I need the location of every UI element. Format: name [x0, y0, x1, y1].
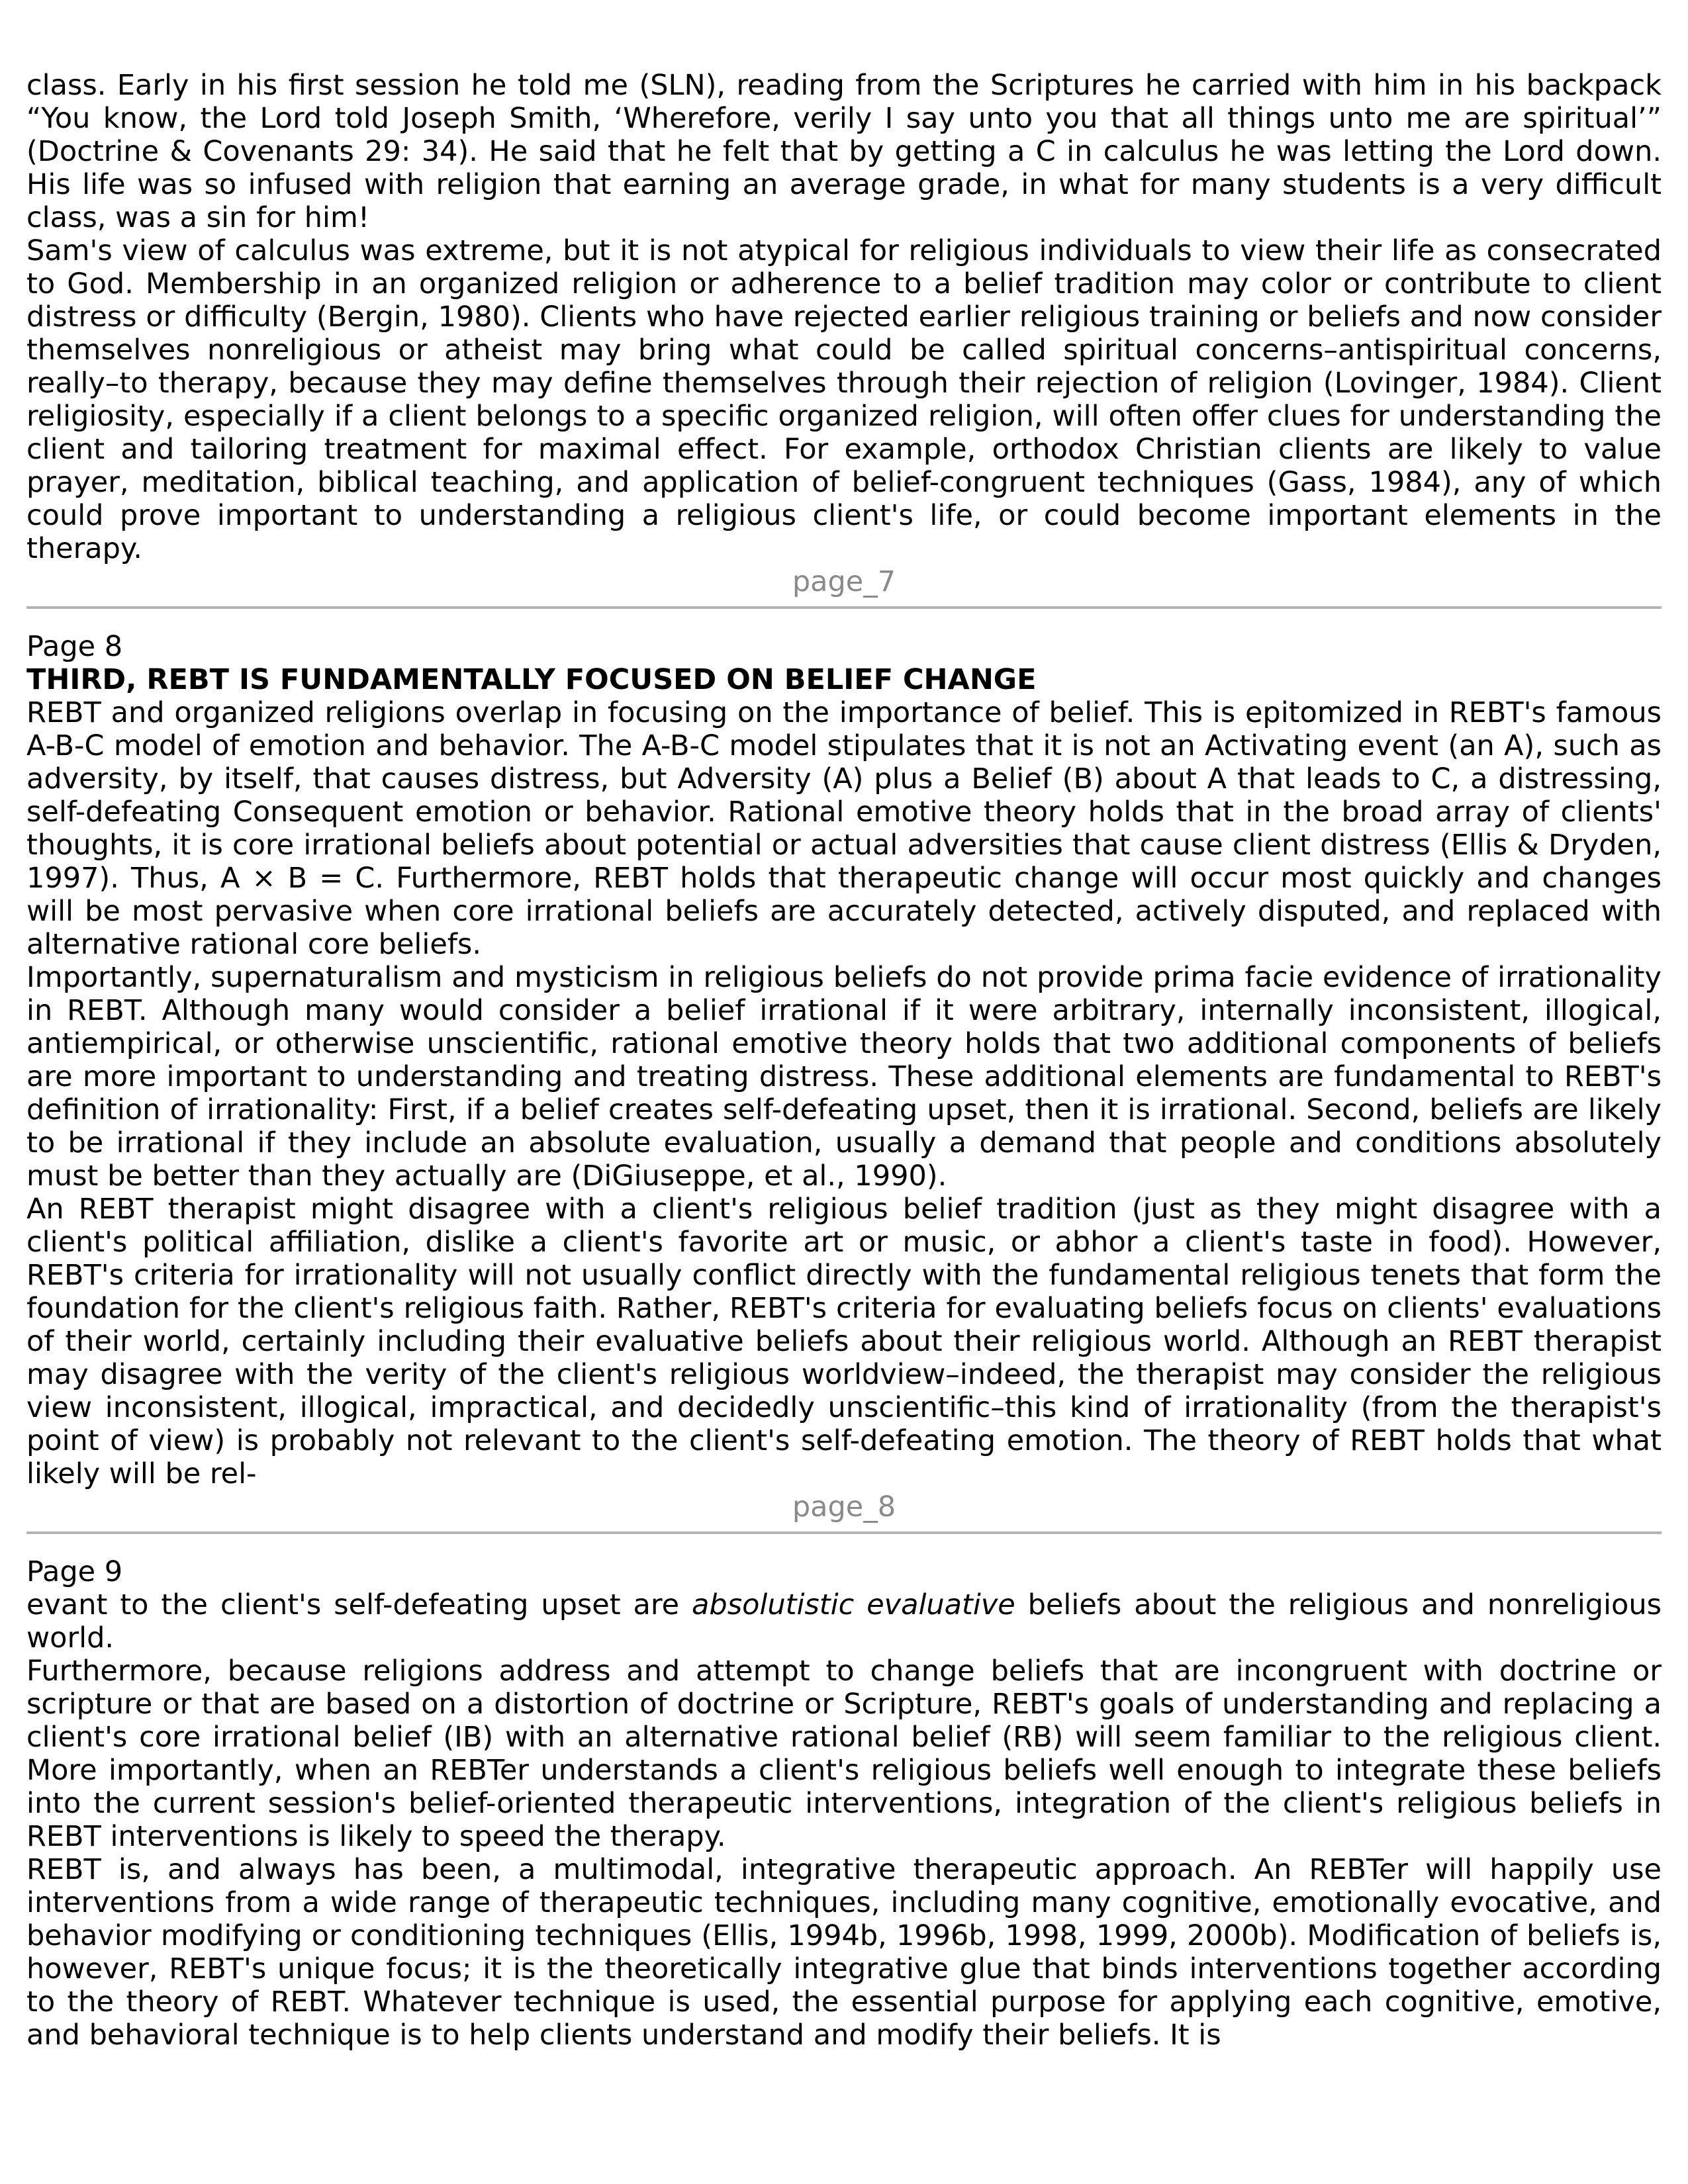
paragraph: REBT and organized religions overlap in focusing on the importance of belief. This is epitomized in REBT's famous A-B-C model of emotion and behavior. The A-B-C model stipulates that it is not an Activating event (an A), such as adversity, by itself, that causes distress, but Adversity (A) plus a Belief (B) about A that leads to C, a distressing, self-defeating Consequent emotion or behavior. Rational emotive theory holds that in the broad array of clients' thoughts, it is core irrational beliefs about potential or actual adversities that cause client distress (Ellis & Dryden, 1997). Thus, A × B = C. Furthermore, REBT holds that therapeutic change will occur most quickly and changes will be most pervasive when core irrational beliefs are accurately detected, actively disputed, and replaced with alternative rational core beliefs. — [26, 696, 1662, 961]
paragraph: Sam's view of calculus was extreme, but it is not atypical for religious individuals to view their life as consecrated to God. Membership in an organized religion or adherence to a belief tradition may color or contribute to client distress or difficulty (Bergin, 1980). Clients who have rejected earlier religious training or beliefs and now consider themselves nonreligious or atheist may bring what could be called spiritual concerns–antispiritual concerns, really–to therapy, because they may define themselves through their rejection of religion (Lovinger, 1984). Client religiosity, especially if a client belongs to a specific organized religion, will often offer clues for understanding the client and tailoring treatment for maximal effect. For example, orthodox Christian clients are likely to value prayer, meditation, biblical teaching, and application of belief-congruent techniques (Gass, 1984), any of which could prove important to understanding a religious client's life, or could become important elements in the therapy. — [26, 234, 1662, 565]
page-divider — [26, 606, 1662, 609]
page-8-section — [26, 630, 1662, 1524]
emphasized-text: absolutistic evaluative — [692, 1588, 1015, 1621]
paragraph-text: beliefs about the religious and nonreligious world. — [26, 1588, 1662, 1655]
page-marker: page_8 — [792, 1490, 896, 1524]
page-7-section — [26, 69, 1662, 598]
paragraph: Importantly, supernaturalism and mysticism in religious beliefs do not provide prima facie evidence of irrationality in REBT. Although many would consider a belief irrational if it were arbitrary, internally inconsistent, illogical, antiempirical, or otherwise unscientific, rational emotive theory holds that two additional components of beliefs are more important to understanding and treating distress. These additional elements are fundamental to REBT's definition of irrationality: First, if a belief creates self-defeating upset, then it is irrational. Second, beliefs are likely to be irrational if they include an absolute evaluation, usually a demand that people and conditions absolutely must be better than they actually are (DiGiuseppe, et al., 1990). — [26, 961, 1662, 1193]
page-number-label: Page 8 — [26, 630, 123, 663]
paragraph: class. Early in his first session he told me (SLN), reading from the Scriptures he carried with him in his backpack “You know, the Lord told Joseph Smith, ‘Wherefore, verily I say unto you that all things unto me are spiritual’” (Doctrine & Covenants 29: 34). He said that he felt that by getting a C in calculus he was letting the Lord down. His life was so infused with religion that earning an average grade, in what for many students is a very difficult class, was a sin for him! — [26, 69, 1662, 234]
paragraph: An REBT therapist might disagree with a client's religious belief tradition (just as they might disagree with a client's political affiliation, dislike a client's favorite art or music, or abhor a client's taste in food). However, REBT's criteria for irrationality will not usually conflict directly with the fundamental religious tenets that form the foundation for the client's religious faith. Rather, REBT's criteria for evaluating beliefs focus on clients' evaluations of their world, certainly including their evaluative beliefs about their religious world. Although an REBT therapist may disagree with the verity of the client's religious worldview–indeed, the therapist may consider the religious view inconsistent, illogical, impractical, and decidedly unscientific–this kind of irrationality (from the therapist's point of view) is probably not relevant to the client's self-defeating emotion. The theory of REBT holds that what likely will be rel- — [26, 1193, 1662, 1490]
section-heading: THIRD, REBT IS FUNDAMENTALLY FOCUSED ON BELIEF CHANGE — [26, 663, 1037, 696]
paragraph — [26, 1588, 1662, 1655]
page-9-section — [26, 1555, 1662, 2052]
paragraph: REBT is, and always has been, a multimodal, integrative therapeutic approach. An REBTer will happily use interventions from a wide range of therapeutic techniques, including many cognitive, emotionally evocative, and behavior modifying or conditioning techniques (Ellis, 1994b, 1996b, 1998, 1999, 2000b). Modification of beliefs is, however, REBT's unique focus; it is the theoretically integrative glue that binds interventions together according to the theory of REBT. Whatever technique is used, the essential purpose for applying each cognitive, emotive, and behavioral technique is to help clients understand and modify their beliefs. It is — [26, 1853, 1662, 2052]
page-marker: page_7 — [792, 565, 896, 598]
page-divider — [26, 1531, 1662, 1534]
paragraph-text: evant to the client's self-defeating upset are — [26, 1588, 692, 1621]
paragraph: Furthermore, because religions address and attempt to change beliefs that are incongruent with doctrine or scripture or that are based on a distortion of doctrine or Scripture, REBT's goals of understanding and replacing a client's core irrational belief (IB) with an alternative rational belief (RB) will seem familiar to the religious client. More importantly, when an REBTer understands a client's religious beliefs well enough to integrate these beliefs into the current session's belief-oriented therapeutic interventions, integration of the client's religious beliefs in REBT interventions is likely to speed the therapy. — [26, 1655, 1662, 1853]
page-number-label: Page 9 — [26, 1555, 123, 1588]
document-page — [26, 69, 1662, 2052]
